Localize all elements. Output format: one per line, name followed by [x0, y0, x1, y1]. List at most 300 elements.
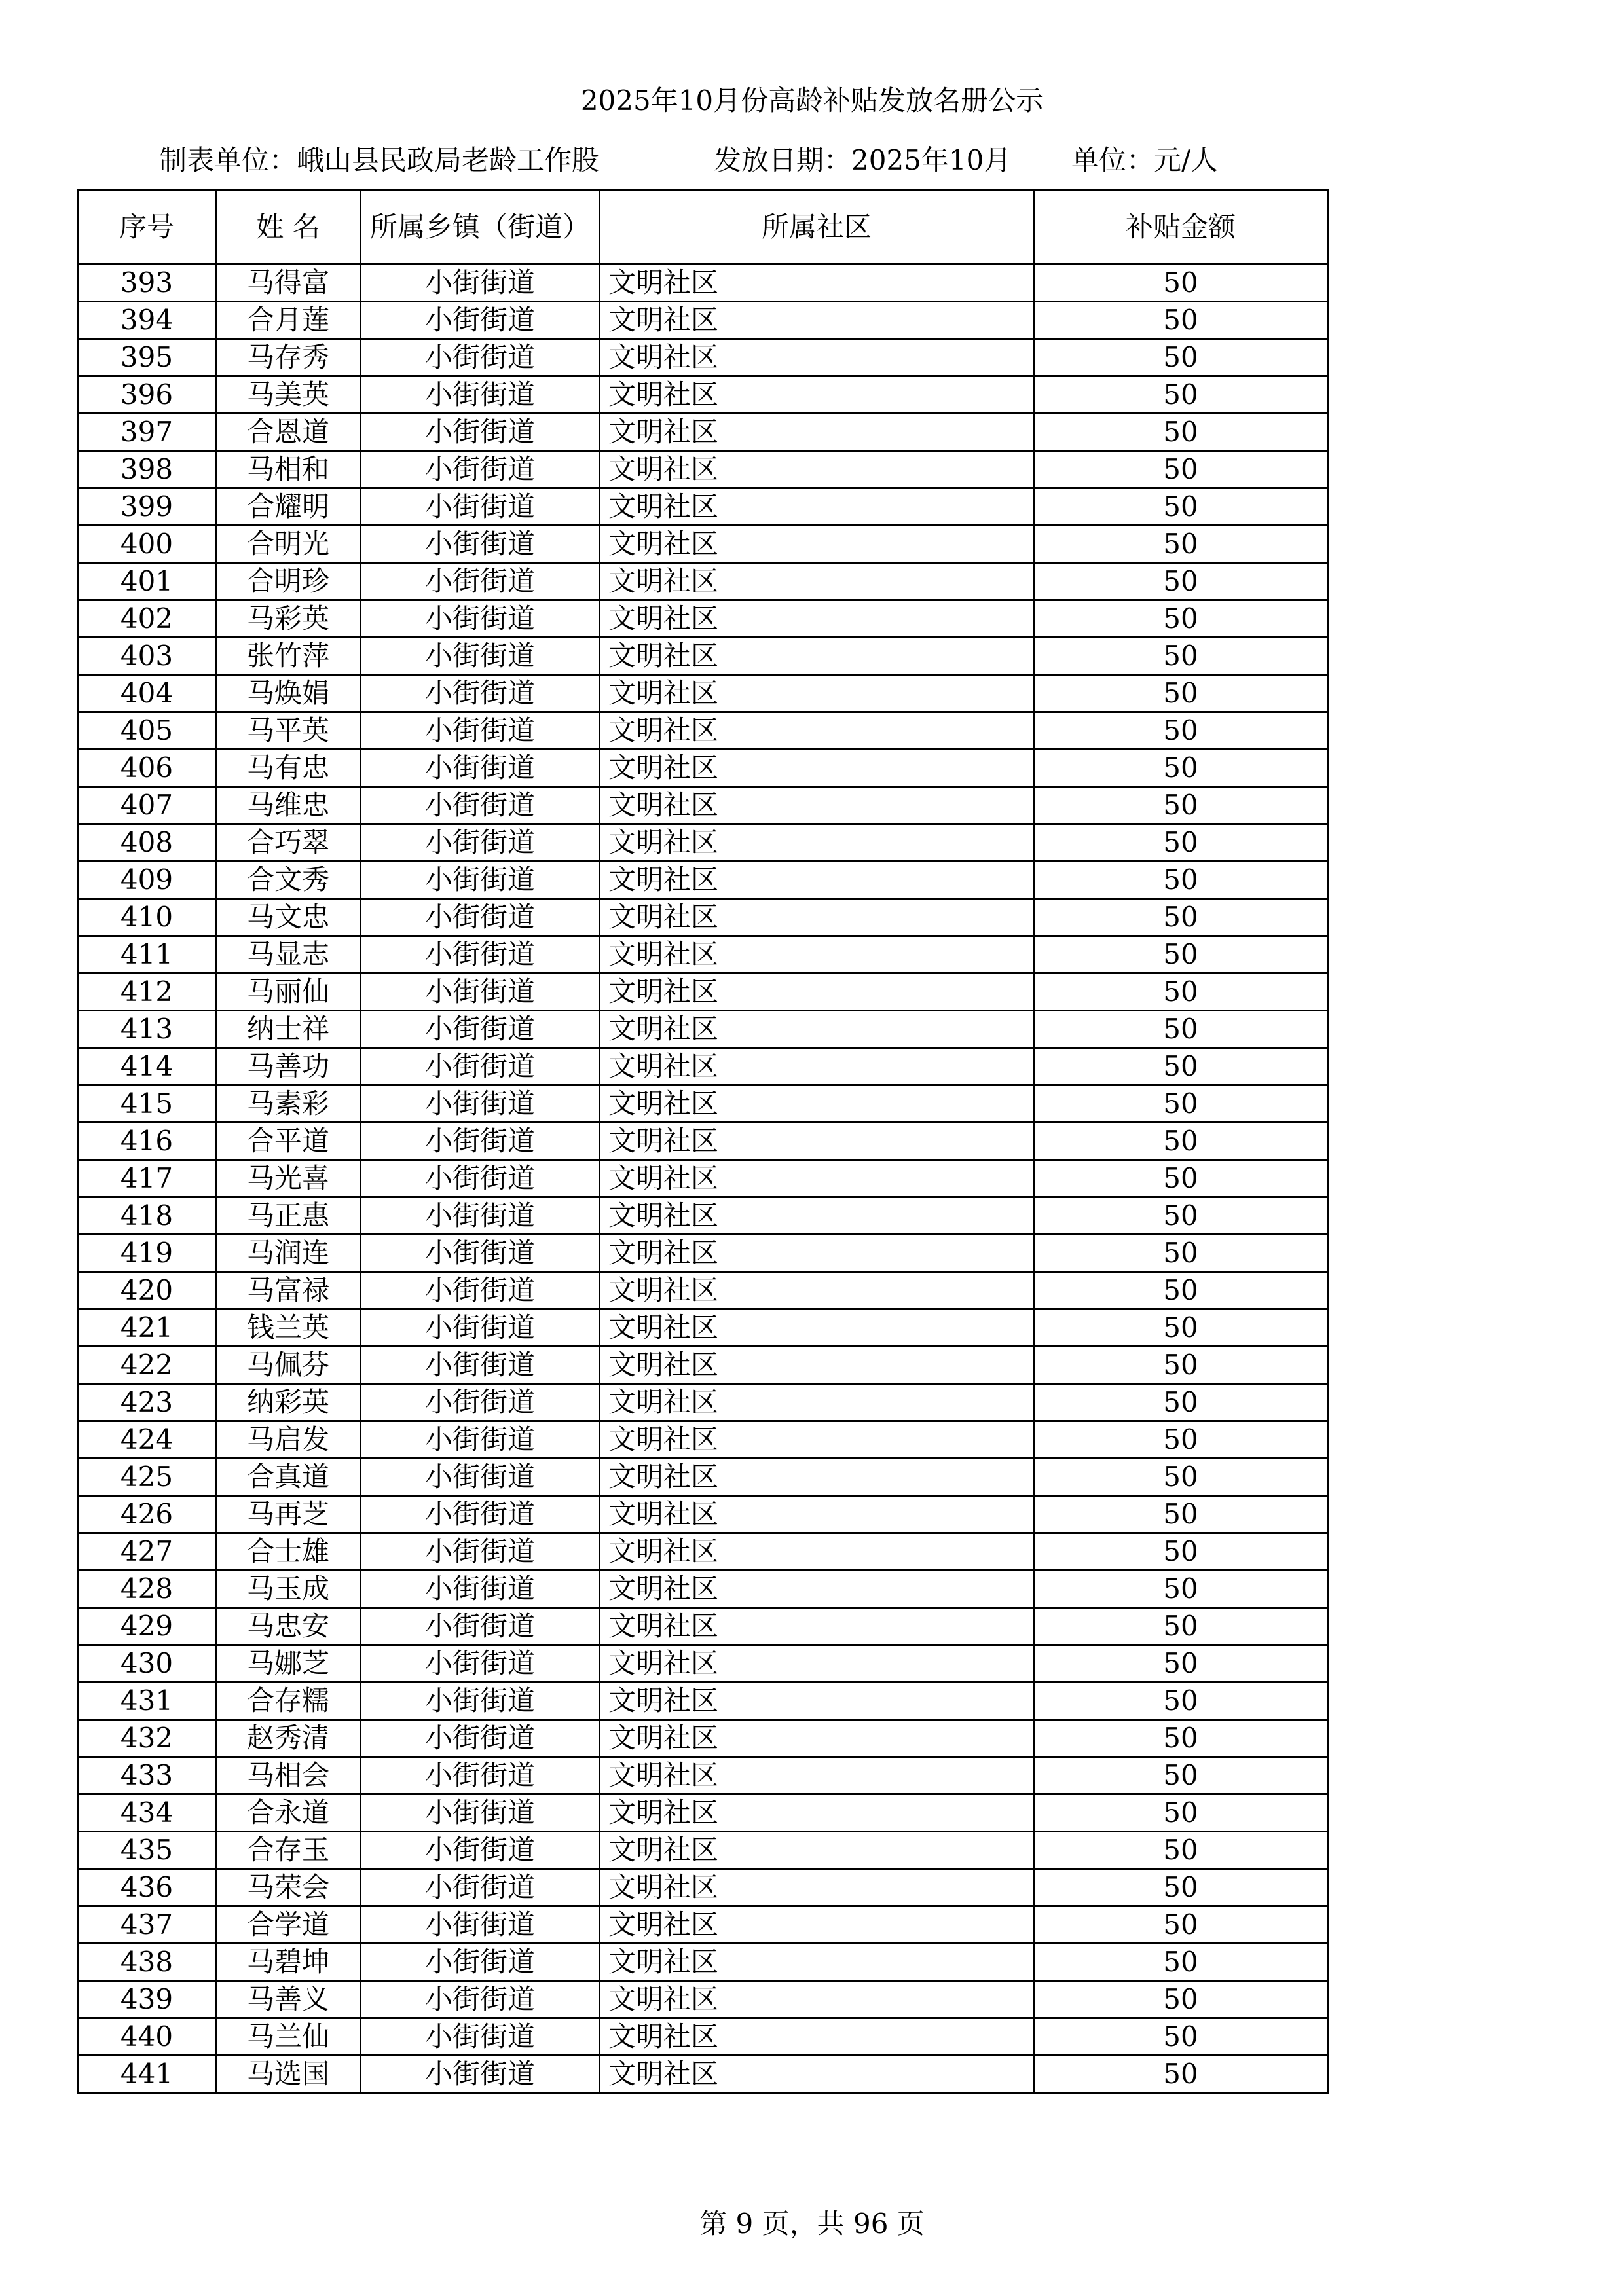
- subsidy-table: [77, 189, 1329, 2094]
- cell-no: 402: [78, 600, 216, 638]
- cell-name: 马再芝: [216, 1496, 361, 1533]
- cell-amount: 50: [1034, 1533, 1328, 1571]
- cell-amount: 50: [1034, 1235, 1328, 1272]
- cell-community: 文明社区: [600, 1645, 1034, 1683]
- cell-town: 小街街道: [361, 1869, 600, 1906]
- cell-no: 423: [78, 1384, 216, 1421]
- cell-community: 文明社区: [600, 1533, 1034, 1571]
- cell-amount: 50: [1034, 1720, 1328, 1757]
- cell-amount: 50: [1034, 2018, 1328, 2056]
- cell-town: 小街街道: [361, 1123, 600, 1160]
- cell-town: 小街街道: [361, 1757, 600, 1795]
- table-row: [78, 1906, 1328, 1944]
- cell-town: 小街街道: [361, 1347, 600, 1384]
- table-row: [78, 563, 1328, 600]
- table-row: [78, 1235, 1328, 1272]
- table-row: [78, 1571, 1328, 1608]
- cell-name: 赵秀清: [216, 1720, 361, 1757]
- cell-no: 433: [78, 1757, 216, 1795]
- cell-town: 小街街道: [361, 1011, 600, 1048]
- cell-no: 434: [78, 1795, 216, 1832]
- cell-town: 小街街道: [361, 488, 600, 526]
- cell-amount: 50: [1034, 1906, 1328, 1944]
- cell-town: 小街街道: [361, 787, 600, 824]
- cell-town: 小街街道: [361, 1384, 600, 1421]
- cell-amount: 50: [1034, 1571, 1328, 1608]
- cell-community: 文明社区: [600, 1197, 1034, 1235]
- cell-community: 文明社区: [600, 302, 1034, 339]
- cell-name: 合文秀: [216, 862, 361, 899]
- cell-name: 马荣会: [216, 1869, 361, 1906]
- cell-community: 文明社区: [600, 414, 1034, 451]
- cell-name: 合月莲: [216, 302, 361, 339]
- cell-no: 399: [78, 488, 216, 526]
- column-header-town: 所属乡镇（街道）: [361, 191, 600, 264]
- cell-town: 小街街道: [361, 414, 600, 451]
- cell-name: 马娜芝: [216, 1645, 361, 1683]
- cell-community: 文明社区: [600, 1496, 1034, 1533]
- cell-name: 合存玉: [216, 1832, 361, 1869]
- issue-date: 发放日期：2025年10月: [714, 144, 1012, 176]
- cell-community: 文明社区: [600, 862, 1034, 899]
- cell-no: 441: [78, 2056, 216, 2093]
- cell-no: 394: [78, 302, 216, 339]
- table-row: [78, 1459, 1328, 1496]
- cell-town: 小街街道: [361, 1085, 600, 1123]
- table-row: [78, 712, 1328, 750]
- cell-name: 马善义: [216, 1981, 361, 2018]
- table-row: [78, 339, 1328, 376]
- cell-name: 马碧坤: [216, 1944, 361, 1981]
- cell-community: 文明社区: [600, 1235, 1034, 1272]
- cell-community: 文明社区: [600, 1981, 1034, 2018]
- cell-name: 马玉成: [216, 1571, 361, 1608]
- cell-community: 文明社区: [600, 1571, 1034, 1608]
- cell-community: 文明社区: [600, 2056, 1034, 2093]
- cell-town: 小街街道: [361, 1048, 600, 1085]
- cell-no: 432: [78, 1720, 216, 1757]
- cell-no: 437: [78, 1906, 216, 1944]
- cell-no: 408: [78, 824, 216, 862]
- cell-amount: 50: [1034, 1496, 1328, 1533]
- table-row: [78, 899, 1328, 936]
- cell-no: 440: [78, 2018, 216, 2056]
- cell-town: 小街街道: [361, 638, 600, 675]
- table-row: [78, 1533, 1328, 1571]
- cell-name: 合永道: [216, 1795, 361, 1832]
- table-row: [78, 2056, 1328, 2093]
- table-row: [78, 675, 1328, 712]
- table-row: [78, 638, 1328, 675]
- cell-name: 马启发: [216, 1421, 361, 1459]
- table-row: [78, 1272, 1328, 1309]
- table-row: [78, 1347, 1328, 1384]
- cell-community: 文明社区: [600, 1459, 1034, 1496]
- cell-no: 411: [78, 936, 216, 974]
- cell-name: 马焕娟: [216, 675, 361, 712]
- table-row: [78, 414, 1328, 451]
- cell-amount: 50: [1034, 2056, 1328, 2093]
- cell-name: 合巧翠: [216, 824, 361, 862]
- cell-town: 小街街道: [361, 936, 600, 974]
- cell-town: 小街街道: [361, 899, 600, 936]
- cell-name: 马兰仙: [216, 2018, 361, 2056]
- cell-amount: 50: [1034, 1608, 1328, 1645]
- cell-no: 438: [78, 1944, 216, 1981]
- cell-amount: 50: [1034, 414, 1328, 451]
- cell-town: 小街街道: [361, 600, 600, 638]
- cell-town: 小街街道: [361, 712, 600, 750]
- cell-amount: 50: [1034, 1272, 1328, 1309]
- cell-community: 文明社区: [600, 1272, 1034, 1309]
- cell-no: 397: [78, 414, 216, 451]
- cell-no: 412: [78, 974, 216, 1011]
- cell-no: 405: [78, 712, 216, 750]
- cell-name: 合存糯: [216, 1683, 361, 1720]
- cell-name: 马丽仙: [216, 974, 361, 1011]
- cell-community: 文明社区: [600, 974, 1034, 1011]
- cell-name: 合恩道: [216, 414, 361, 451]
- cell-town: 小街街道: [361, 1795, 600, 1832]
- cell-community: 文明社区: [600, 1123, 1034, 1160]
- cell-no: 436: [78, 1869, 216, 1906]
- cell-town: 小街街道: [361, 675, 600, 712]
- cell-no: 415: [78, 1085, 216, 1123]
- table-row: [78, 1085, 1328, 1123]
- table-row: [78, 974, 1328, 1011]
- cell-amount: 50: [1034, 1421, 1328, 1459]
- table-row: [78, 1795, 1328, 1832]
- table-row: [78, 1011, 1328, 1048]
- cell-no: 401: [78, 563, 216, 600]
- cell-amount: 50: [1034, 1123, 1328, 1160]
- table-row: [78, 1421, 1328, 1459]
- cell-name: 马美英: [216, 376, 361, 414]
- cell-amount: 50: [1034, 1309, 1328, 1347]
- cell-name: 马佩芬: [216, 1347, 361, 1384]
- cell-no: 393: [78, 264, 216, 302]
- cell-no: 431: [78, 1683, 216, 1720]
- cell-name: 马有忠: [216, 750, 361, 787]
- cell-no: 421: [78, 1309, 216, 1347]
- cell-amount: 50: [1034, 1197, 1328, 1235]
- cell-amount: 50: [1034, 339, 1328, 376]
- cell-community: 文明社区: [600, 600, 1034, 638]
- cell-name: 纳彩英: [216, 1384, 361, 1421]
- page-footer: 第 9 页，共 96 页: [699, 2208, 925, 2240]
- table-row: [78, 750, 1328, 787]
- cell-town: 小街街道: [361, 1571, 600, 1608]
- cell-amount: 50: [1034, 712, 1328, 750]
- cell-no: 428: [78, 1571, 216, 1608]
- cell-community: 文明社区: [600, 1795, 1034, 1832]
- cell-community: 文明社区: [600, 563, 1034, 600]
- document-title: 2025年10月份高龄补贴发放名册公示: [580, 84, 1044, 117]
- cell-community: 文明社区: [600, 1683, 1034, 1720]
- cell-community: 文明社区: [600, 1421, 1034, 1459]
- cell-town: 小街街道: [361, 563, 600, 600]
- cell-community: 文明社区: [600, 376, 1034, 414]
- table-row: [78, 1683, 1328, 1720]
- cell-community: 文明社区: [600, 339, 1034, 376]
- cell-no: 422: [78, 1347, 216, 1384]
- cell-amount: 50: [1034, 1869, 1328, 1906]
- cell-community: 文明社区: [600, 824, 1034, 862]
- cell-name: 马忠安: [216, 1608, 361, 1645]
- cell-community: 文明社区: [600, 488, 1034, 526]
- cell-no: 396: [78, 376, 216, 414]
- cell-no: 400: [78, 526, 216, 563]
- cell-no: 410: [78, 899, 216, 936]
- column-header-amount: 补贴金额: [1034, 191, 1328, 264]
- table-row: [78, 451, 1328, 488]
- cell-community: 文明社区: [600, 1757, 1034, 1795]
- table-row: [78, 1309, 1328, 1347]
- cell-name: 马相会: [216, 1757, 361, 1795]
- cell-town: 小街街道: [361, 1496, 600, 1533]
- table-row: [78, 1123, 1328, 1160]
- cell-name: 马光喜: [216, 1160, 361, 1197]
- cell-amount: 50: [1034, 1944, 1328, 1981]
- table-body: [78, 264, 1328, 2093]
- cell-name: 纳士祥: [216, 1011, 361, 1048]
- cell-town: 小街街道: [361, 1832, 600, 1869]
- cell-community: 文明社区: [600, 1608, 1034, 1645]
- cell-amount: 50: [1034, 1683, 1328, 1720]
- cell-town: 小街街道: [361, 1608, 600, 1645]
- cell-name: 马正惠: [216, 1197, 361, 1235]
- cell-community: 文明社区: [600, 787, 1034, 824]
- column-header-no: 序号: [78, 191, 216, 264]
- cell-no: 439: [78, 1981, 216, 2018]
- cell-no: 424: [78, 1421, 216, 1459]
- table-row: [78, 824, 1328, 862]
- cell-no: 420: [78, 1272, 216, 1309]
- table-row: [78, 1645, 1328, 1683]
- cell-town: 小街街道: [361, 1906, 600, 1944]
- cell-town: 小街街道: [361, 339, 600, 376]
- table-row: [78, 862, 1328, 899]
- table-row: [78, 1757, 1328, 1795]
- cell-amount: 50: [1034, 1645, 1328, 1683]
- table-row: [78, 264, 1328, 302]
- cell-no: 435: [78, 1832, 216, 1869]
- cell-name: 合明珍: [216, 563, 361, 600]
- cell-town: 小街街道: [361, 1421, 600, 1459]
- cell-town: 小街街道: [361, 824, 600, 862]
- cell-no: 409: [78, 862, 216, 899]
- cell-no: 417: [78, 1160, 216, 1197]
- cell-name: 张竹萍: [216, 638, 361, 675]
- cell-amount: 50: [1034, 1757, 1328, 1795]
- table-row: [78, 1720, 1328, 1757]
- cell-name: 马平英: [216, 712, 361, 750]
- table-row: [78, 600, 1328, 638]
- cell-amount: 50: [1034, 638, 1328, 675]
- table-row: [78, 1384, 1328, 1421]
- cell-amount: 50: [1034, 264, 1328, 302]
- cell-community: 文明社区: [600, 1384, 1034, 1421]
- cell-no: 416: [78, 1123, 216, 1160]
- cell-name: 马文忠: [216, 899, 361, 936]
- table-row: [78, 376, 1328, 414]
- cell-amount: 50: [1034, 1011, 1328, 1048]
- cell-amount: 50: [1034, 376, 1328, 414]
- cell-amount: 50: [1034, 1160, 1328, 1197]
- cell-name: 钱兰英: [216, 1309, 361, 1347]
- cell-town: 小街街道: [361, 1459, 600, 1496]
- cell-no: 406: [78, 750, 216, 787]
- cell-community: 文明社区: [600, 1048, 1034, 1085]
- cell-community: 文明社区: [600, 936, 1034, 974]
- table-row: [78, 1832, 1328, 1869]
- table-row: [78, 787, 1328, 824]
- cell-name: 合明光: [216, 526, 361, 563]
- currency-unit: 单位：元/人: [1071, 144, 1219, 176]
- table-row: [78, 1981, 1328, 2018]
- cell-town: 小街街道: [361, 750, 600, 787]
- table-row: [78, 1608, 1328, 1645]
- cell-town: 小街街道: [361, 974, 600, 1011]
- cell-town: 小街街道: [361, 1645, 600, 1683]
- cell-no: 395: [78, 339, 216, 376]
- cell-no: 427: [78, 1533, 216, 1571]
- cell-amount: 50: [1034, 1347, 1328, 1384]
- cell-amount: 50: [1034, 862, 1328, 899]
- cell-no: 430: [78, 1645, 216, 1683]
- cell-amount: 50: [1034, 1085, 1328, 1123]
- cell-name: 马彩英: [216, 600, 361, 638]
- cell-town: 小街街道: [361, 1683, 600, 1720]
- cell-amount: 50: [1034, 899, 1328, 936]
- cell-community: 文明社区: [600, 1720, 1034, 1757]
- cell-town: 小街街道: [361, 2056, 600, 2093]
- cell-community: 文明社区: [600, 1011, 1034, 1048]
- cell-no: 403: [78, 638, 216, 675]
- cell-name: 合学道: [216, 1906, 361, 1944]
- cell-town: 小街街道: [361, 1533, 600, 1571]
- table-row: [78, 1048, 1328, 1085]
- cell-town: 小街街道: [361, 1235, 600, 1272]
- cell-amount: 50: [1034, 787, 1328, 824]
- cell-amount: 50: [1034, 750, 1328, 787]
- cell-name: 马得富: [216, 264, 361, 302]
- cell-town: 小街街道: [361, 1272, 600, 1309]
- cell-community: 文明社区: [600, 750, 1034, 787]
- cell-name: 马选国: [216, 2056, 361, 2093]
- cell-community: 文明社区: [600, 675, 1034, 712]
- cell-name: 马素彩: [216, 1085, 361, 1123]
- cell-amount: 50: [1034, 302, 1328, 339]
- cell-name: 马润连: [216, 1235, 361, 1272]
- cell-no: 418: [78, 1197, 216, 1235]
- table-row: [78, 1496, 1328, 1533]
- cell-town: 小街街道: [361, 1309, 600, 1347]
- table-row: [78, 1944, 1328, 1981]
- cell-no: 429: [78, 1608, 216, 1645]
- cell-name: 合平道: [216, 1123, 361, 1160]
- cell-town: 小街街道: [361, 1160, 600, 1197]
- cell-name: 马显志: [216, 936, 361, 974]
- table-row: [78, 936, 1328, 974]
- cell-name: 马维忠: [216, 787, 361, 824]
- cell-community: 文明社区: [600, 1309, 1034, 1347]
- cell-community: 文明社区: [600, 638, 1034, 675]
- cell-community: 文明社区: [600, 1347, 1034, 1384]
- cell-community: 文明社区: [600, 1869, 1034, 1906]
- cell-no: 419: [78, 1235, 216, 1272]
- cell-amount: 50: [1034, 1832, 1328, 1869]
- cell-name: 合真道: [216, 1459, 361, 1496]
- cell-town: 小街街道: [361, 862, 600, 899]
- cell-town: 小街街道: [361, 526, 600, 563]
- cell-no: 425: [78, 1459, 216, 1496]
- cell-no: 413: [78, 1011, 216, 1048]
- cell-community: 文明社区: [600, 1906, 1034, 1944]
- cell-amount: 50: [1034, 526, 1328, 563]
- table-row: [78, 526, 1328, 563]
- cell-amount: 50: [1034, 974, 1328, 1011]
- cell-no: 426: [78, 1496, 216, 1533]
- cell-community: 文明社区: [600, 1085, 1034, 1123]
- column-header-name: 姓 名: [216, 191, 361, 264]
- cell-name: 马存秀: [216, 339, 361, 376]
- cell-name: 马相和: [216, 451, 361, 488]
- table-row: [78, 1197, 1328, 1235]
- cell-amount: 50: [1034, 488, 1328, 526]
- cell-town: 小街街道: [361, 1197, 600, 1235]
- cell-amount: 50: [1034, 1384, 1328, 1421]
- cell-no: 398: [78, 451, 216, 488]
- cell-amount: 50: [1034, 1981, 1328, 2018]
- cell-amount: 50: [1034, 1048, 1328, 1085]
- table-header-row: [78, 191, 1328, 264]
- table-row: [78, 1869, 1328, 1906]
- cell-town: 小街街道: [361, 264, 600, 302]
- cell-town: 小街街道: [361, 1720, 600, 1757]
- cell-community: 文明社区: [600, 899, 1034, 936]
- cell-amount: 50: [1034, 1795, 1328, 1832]
- cell-no: 404: [78, 675, 216, 712]
- cell-community: 文明社区: [600, 2018, 1034, 2056]
- cell-town: 小街街道: [361, 1981, 600, 2018]
- cell-name: 合士雄: [216, 1533, 361, 1571]
- cell-amount: 50: [1034, 675, 1328, 712]
- cell-community: 文明社区: [600, 1160, 1034, 1197]
- cell-amount: 50: [1034, 600, 1328, 638]
- cell-town: 小街街道: [361, 1944, 600, 1981]
- cell-amount: 50: [1034, 824, 1328, 862]
- cell-community: 文明社区: [600, 264, 1034, 302]
- cell-no: 414: [78, 1048, 216, 1085]
- cell-amount: 50: [1034, 1459, 1328, 1496]
- cell-community: 文明社区: [600, 1944, 1034, 1981]
- cell-name: 马富禄: [216, 1272, 361, 1309]
- cell-community: 文明社区: [600, 712, 1034, 750]
- table-row: [78, 2018, 1328, 2056]
- cell-community: 文明社区: [600, 1832, 1034, 1869]
- cell-name: 马善功: [216, 1048, 361, 1085]
- cell-amount: 50: [1034, 936, 1328, 974]
- table-row: [78, 302, 1328, 339]
- column-header-community: 所属社区: [600, 191, 1034, 264]
- cell-community: 文明社区: [600, 526, 1034, 563]
- cell-name: 合耀明: [216, 488, 361, 526]
- cell-amount: 50: [1034, 451, 1328, 488]
- table-row: [78, 1160, 1328, 1197]
- cell-town: 小街街道: [361, 451, 600, 488]
- cell-town: 小街街道: [361, 376, 600, 414]
